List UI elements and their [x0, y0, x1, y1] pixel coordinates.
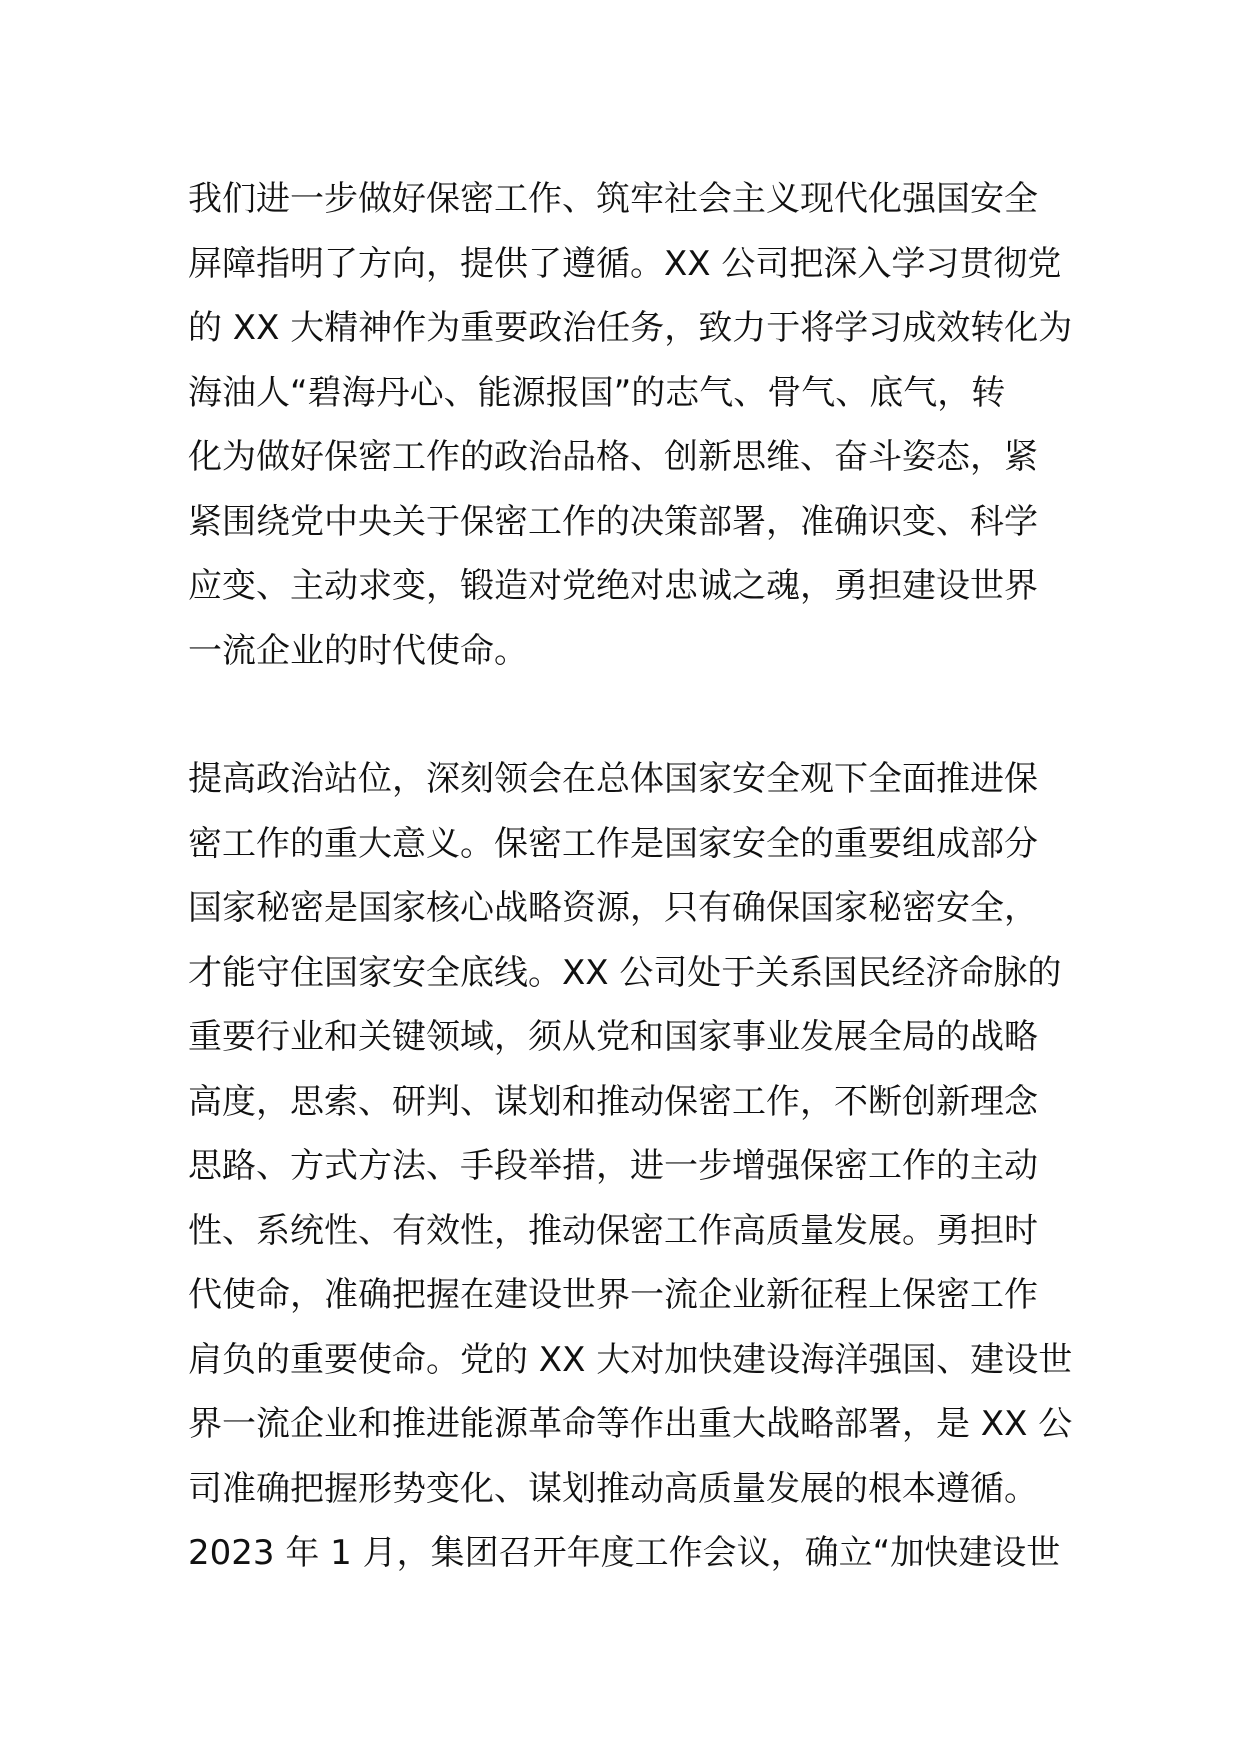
- text-line: 提高政治站位，深刻领会在总体国家安全观下全面推进保: [188, 759, 1038, 799]
- document-body: [188, 167, 1073, 1586]
- text-line: 司准确把握形势变化、谋划推动高质量发展的根本遵循。: [188, 1468, 1038, 1509]
- text-line: 紧围绕党中央关于保密工作的决策部署，准确识变、科学: [188, 501, 1038, 542]
- text-line: 才能守住国家安全底线。XX 公司处于关系国民经济命脉的: [188, 952, 1062, 993]
- text-line: 重要行业和关键领域，须从党和国家事业发展全局的战略: [188, 1017, 1038, 1057]
- text-line: 我们进一步做好保密工作、筑牢社会主义现代化强国安全: [188, 179, 1038, 219]
- text-line: 代使命，准确把握在建设世界一流企业新征程上保密工作: [188, 1275, 1038, 1315]
- text-line: 密工作的重大意义。保密工作是国家安全的重要组成部分: [188, 823, 1038, 864]
- text-line: 国家秘密是国家核心战略资源，只有确保国家秘密安全，: [188, 888, 1038, 928]
- text-line: 一流企业的时代使命。: [188, 630, 528, 671]
- text-line: 思路、方式方法、手段举措，进一步增强保密工作的主动: [188, 1146, 1038, 1186]
- text-line: 应变、主动求变，锻造对党绝对忠诚之魂，勇担建设世界: [188, 566, 1038, 606]
- text-line: 化为做好保密工作的政治品格、创新思维、奋斗姿态，紧: [188, 437, 1038, 477]
- text-line: 的 XX 大精神作为重要政治任务，致力于将学习成效转化为: [188, 308, 1073, 348]
- text-line: 界一流企业和推进能源革命等作出重大战略部署，是 XX 公: [188, 1404, 1073, 1444]
- paragraph-2: [188, 747, 1073, 1586]
- text-line: 2023 年 1 月，集团召开年度工作会议，确立“加快建设世: [188, 1533, 1061, 1573]
- text-line: 肩负的重要使命。党的 XX 大对加快建设海洋强国、建设世: [188, 1339, 1073, 1380]
- text-line: 屏障指明了方向，提供了遵循。XX 公司把深入学习贯彻党: [188, 243, 1062, 284]
- paragraph-spacer: [188, 683, 1068, 747]
- text-line: 海油人“碧海丹心、能源报国”的志气、骨气、底气，转: [188, 372, 1006, 413]
- text-line: 高度，思索、研判、谋划和推动保密工作，不断创新理念: [188, 1081, 1038, 1122]
- paragraph-1: [188, 167, 1073, 683]
- text-line: 性、系统性、有效性，推动保密工作高质量发展。勇担时: [188, 1210, 1038, 1251]
